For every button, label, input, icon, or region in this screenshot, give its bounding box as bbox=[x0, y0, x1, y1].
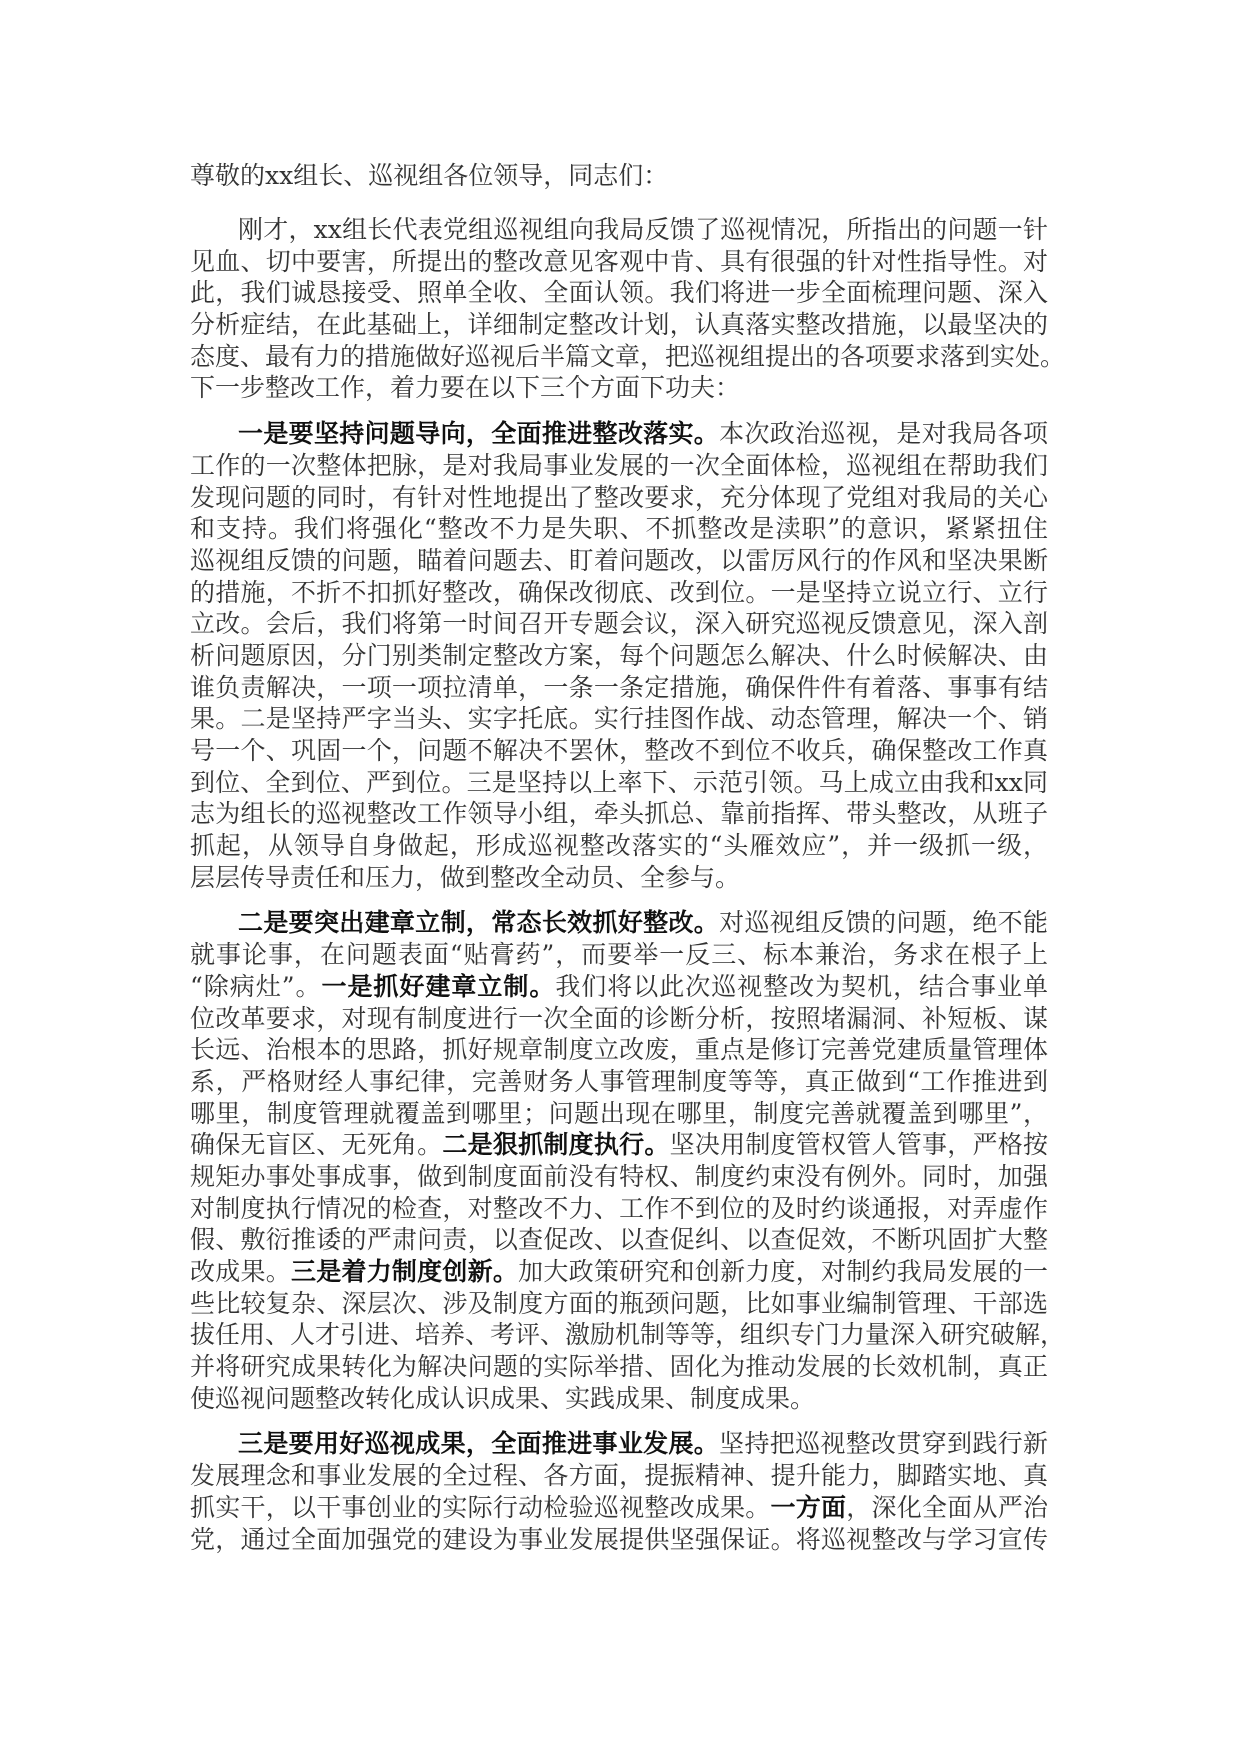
body-text: “除病灶”。 bbox=[190, 971, 322, 1001]
text-line bbox=[190, 246, 1048, 278]
text-line bbox=[190, 1098, 1048, 1130]
text-line bbox=[190, 1428, 1048, 1460]
body-text: 巡视组反馈的问题，瞄着问题去、盯着问题改，以雷厉风行的作风和坚决果断 bbox=[190, 545, 1048, 575]
text-line bbox=[190, 1288, 1048, 1320]
text-line bbox=[190, 545, 1048, 577]
body-text: 抓起，从领导自身做起，形成巡视整改落实的“头雁效应”，并一级抓一级， bbox=[190, 831, 1048, 861]
text-line bbox=[190, 1224, 1048, 1256]
body-text: 坚决用制度管权管人管事，严格按 bbox=[669, 1130, 1048, 1160]
body-text: 下一步整改工作，着力要在以下三个方面下功夫： bbox=[190, 373, 741, 403]
body-text: 我们将以此次巡视整改为契机，结合事业单 bbox=[555, 971, 1048, 1001]
paragraph bbox=[190, 1428, 1048, 1555]
bold-heading-text: 一是抓好建章立制。 bbox=[321, 971, 556, 1001]
body-text: 谁负责解决，一项一项拉清单，一条一条定措施，确保件件有着落、事事有结 bbox=[190, 672, 1048, 702]
text-line bbox=[190, 277, 1048, 309]
body-text: 的措施，不折不扣抓好整改，确保改彻底、改到位。一是坚持立说立行、立行 bbox=[190, 577, 1048, 607]
text-line bbox=[190, 672, 1048, 704]
body-text: 加大政策研究和创新力度，对制约我局发展的一 bbox=[518, 1257, 1048, 1286]
bold-heading-text: 二是狠抓制度执行。 bbox=[442, 1130, 670, 1160]
document-body bbox=[190, 160, 1066, 1569]
text-line bbox=[190, 798, 1048, 830]
text-line bbox=[190, 372, 1048, 404]
text-line bbox=[190, 1351, 1048, 1383]
text-line bbox=[190, 1383, 1048, 1415]
text-line bbox=[190, 1129, 1048, 1161]
bold-heading-text: 一方面 bbox=[770, 1492, 847, 1522]
text-line bbox=[190, 1319, 1066, 1351]
body-text: 并将研究成果转化为解决问题的实际举措、固化为推动发展的长效机制，真正 bbox=[190, 1352, 1048, 1382]
body-text: 分析症结，在此基础上，详细制定整改计划，认真落实整改措施，以最坚决的 bbox=[190, 310, 1048, 340]
text-line bbox=[190, 1193, 1048, 1225]
text-line bbox=[190, 450, 1048, 482]
body-text: ，深化全面从严治 bbox=[846, 1492, 1048, 1522]
body-text: 志为组长的巡视整改工作领导小组，牵头抓总、靠前指挥、带头整改，从班子 bbox=[190, 799, 1048, 829]
text-line bbox=[190, 971, 1048, 1003]
body-text: 就事论事，在问题表面“贴膏药”，而要举一反三、标本兼治，务求在根子上 bbox=[190, 940, 1048, 970]
text-line bbox=[190, 513, 1048, 545]
body-text: 长远、治根本的思路，抓好规章制度立改废，重点是修订完善党建质量管理体 bbox=[190, 1035, 1048, 1065]
body-text: 改成果。 bbox=[190, 1257, 291, 1286]
text-line bbox=[190, 735, 1048, 767]
body-text: 发展理念和事业发展的全过程、各方面，提振精神、提升能力，脚踏实地、真 bbox=[190, 1461, 1048, 1491]
body-text: 对制度执行情况的检查，对整改不力、工作不到位的及时约谈通报，对弄虚作 bbox=[190, 1193, 1048, 1223]
body-text: 假、敷衍推诿的严肃问责，以查促改、以查促纠、以查促效，不断巩固扩大整 bbox=[190, 1225, 1048, 1255]
text-line bbox=[190, 577, 1048, 609]
text-line bbox=[190, 1003, 1048, 1035]
body-text: 和支持。我们将强化“整改不力是失职、不抓整改是渎职”的意识，紧紧扭住 bbox=[190, 514, 1048, 544]
text-line bbox=[190, 214, 1048, 246]
body-text: 抓实干，以干事创业的实际行动检验巡视整改成果。 bbox=[190, 1492, 771, 1522]
body-text: 哪里，制度管理就覆盖到哪里；问题出现在哪里，制度完善就覆盖到哪里”， bbox=[190, 1098, 1048, 1128]
body-text: 到位、全到位、严到位。三是坚持以上率下、示范引领。马上成立由我和xx同 bbox=[190, 767, 1048, 797]
text-line bbox=[190, 1492, 1048, 1524]
text-line bbox=[190, 1161, 1048, 1193]
text-line bbox=[190, 341, 1066, 373]
body-text: 立改。会后，我们将第一时间召开专题会议，深入研究巡视反馈意见，深入剖 bbox=[190, 609, 1048, 639]
text-line bbox=[190, 482, 1048, 514]
bold-heading-text: 三是要用好巡视成果，全面推进事业发展。 bbox=[238, 1429, 720, 1459]
text-line bbox=[190, 939, 1048, 971]
paragraphs bbox=[190, 214, 1066, 1555]
bold-heading-text: 三是着力制度创新。 bbox=[290, 1257, 519, 1286]
body-text: 刚才，xx组长代表党组巡视组向我局反馈了巡视情况，所指出的问题一针 bbox=[238, 215, 1048, 244]
text-line bbox=[190, 1066, 1048, 1098]
text-line bbox=[190, 640, 1048, 672]
body-text: 析问题原因，分门别类制定整改方案，每个问题怎么解决、什么时候解决、由 bbox=[190, 640, 1048, 670]
text-line bbox=[190, 1256, 1048, 1288]
body-text: 位改革要求，对现有制度进行一次全面的诊断分析，按照堵漏洞、补短板、谋 bbox=[190, 1003, 1048, 1033]
body-text: 本次政治巡视，是对我局各项 bbox=[719, 419, 1048, 449]
text-line bbox=[190, 1524, 1048, 1556]
paragraph bbox=[190, 907, 1066, 1414]
body-text: 层层传导责任和压力，做到整改全动员、全参与。 bbox=[190, 862, 741, 892]
paragraph bbox=[190, 418, 1048, 893]
body-text: 使巡视问题整改转化成认识成果、实践成果、制度成果。 bbox=[190, 1383, 816, 1413]
body-text: 党，通过全面加强党的建设为事业发展提供坚强保证。将巡视整改与学习宣传 bbox=[190, 1524, 1048, 1554]
body-text: 此，我们诚恳接受、照单全收、全面认领。我们将进一步全面梳理问题、深入 bbox=[190, 278, 1048, 308]
salutation: 尊敬的xx组长、巡视组各位领导，同志们： bbox=[190, 161, 669, 190]
text-line bbox=[190, 767, 1048, 799]
body-text: 规矩办事处事成事，做到制度面前没有特权、制度约束没有例外。同时，加强 bbox=[190, 1161, 1048, 1191]
text-line bbox=[190, 309, 1048, 341]
body-text: 坚持把巡视整改贯穿到践行新 bbox=[719, 1429, 1048, 1459]
text-line bbox=[190, 1034, 1048, 1066]
text-line bbox=[190, 608, 1048, 640]
text-line bbox=[190, 1460, 1048, 1492]
bold-heading-text: 二是要突出建章立制，常态长效抓好整改。 bbox=[238, 908, 720, 938]
body-text: 些比较复杂、深层次、涉及制度方面的瓶颈问题，比如事业编制管理、干部选 bbox=[190, 1288, 1048, 1318]
body-text: 系，严格财经人事纪律，完善财务人事管理制度等等，真正做到“工作推进到 bbox=[190, 1066, 1048, 1096]
body-text: 号一个、巩固一个，问题不解决不罢休，整改不到位不收兵，确保整改工作真 bbox=[190, 736, 1048, 765]
body-text: 拔任用、人才引进、培养、考评、激励机制等等，组织专门力量深入研究破解， bbox=[190, 1320, 1066, 1350]
body-text: 对巡视组反馈的问题，绝不能 bbox=[719, 908, 1048, 938]
bold-heading-text: 一是要坚持问题导向，全面推进整改落实。 bbox=[238, 419, 720, 449]
body-text: 确保无盲区、无死角。 bbox=[190, 1130, 443, 1160]
text-line bbox=[190, 830, 1048, 862]
body-text: 见血、切中要害，所提出的整改意见客观中肯、具有很强的针对性指导性。对 bbox=[190, 246, 1048, 276]
body-text: 发现问题的同时，有针对性地提出了整改要求，充分体现了党组对我局的关心 bbox=[190, 482, 1048, 512]
text-line bbox=[190, 703, 1048, 735]
text-line bbox=[190, 907, 1048, 939]
body-text: 果。二是坚持严字当头、实字托底。实行挂图作战、动态管理，解决一个、销 bbox=[190, 704, 1048, 734]
body-text: 工作的一次整体把脉，是对我局事业发展的一次全面体检，巡视组在帮助我们 bbox=[190, 450, 1048, 480]
text-line bbox=[190, 862, 1048, 894]
paragraph bbox=[190, 214, 1066, 404]
body-text: 态度、最有力的措施做好巡视后半篇文章，把巡视组提出的各项要求落到实处。 bbox=[190, 341, 1066, 371]
text-line bbox=[190, 418, 1048, 450]
